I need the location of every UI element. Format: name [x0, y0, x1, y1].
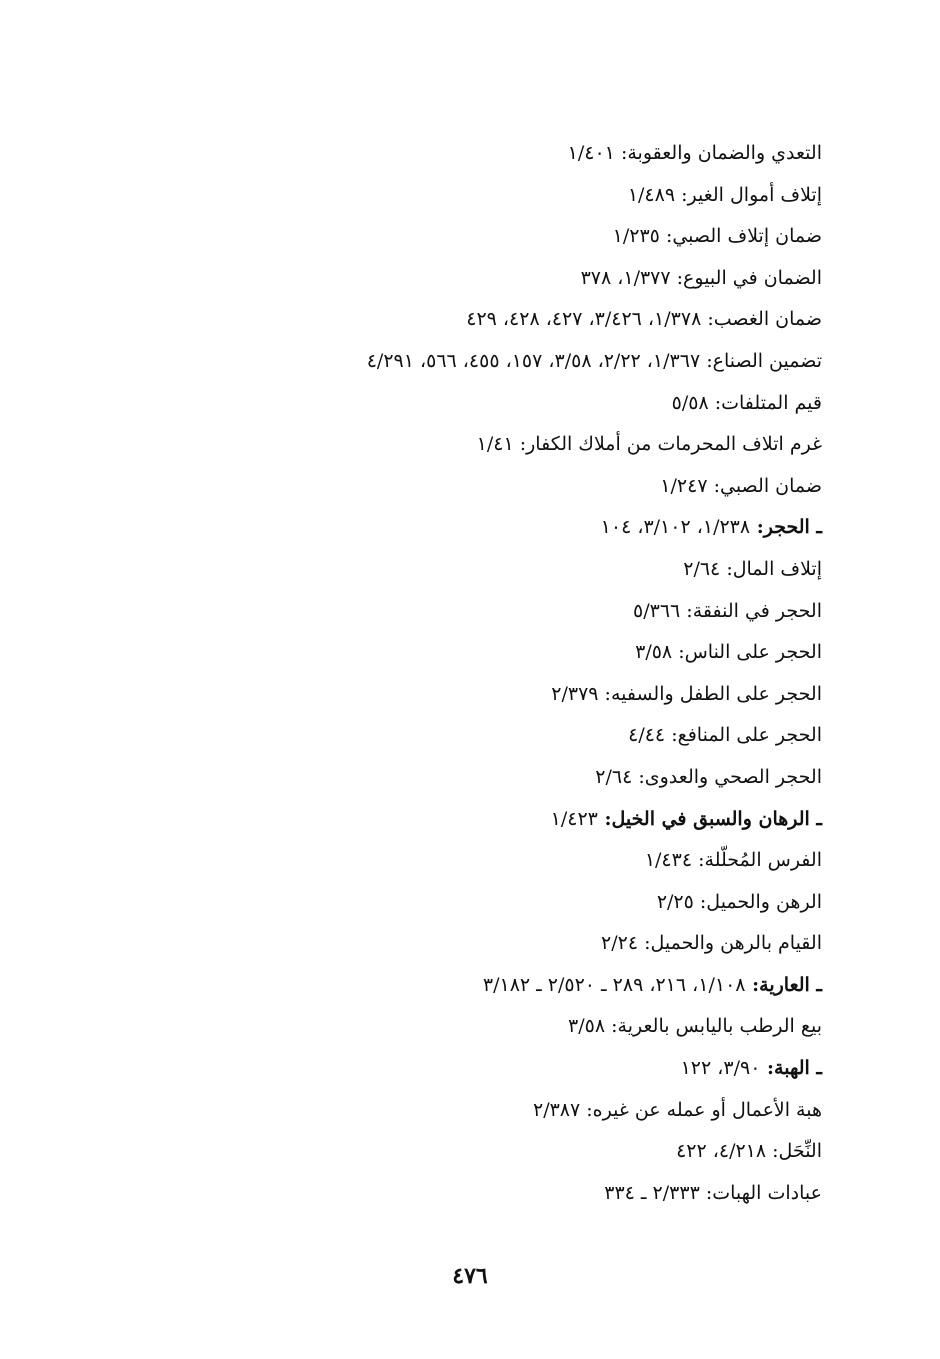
entry-references: ١/١٠٨، ٢١٦، ٢٨٩ ـ ٢/٥٢٠ ـ ٣/١٨٢	[482, 973, 746, 996]
index-entry	[102, 1131, 822, 1173]
entry-term: ـ الرهان والسبق في الخيل:	[604, 807, 822, 830]
index-entry	[102, 674, 822, 716]
entry-references: ٢/٢٥	[656, 890, 694, 913]
entry-references: ١/٤٠١	[567, 142, 615, 164]
entry-term: التعدي والضمان والعقوبة:	[620, 142, 822, 164]
index-entry	[102, 1006, 822, 1048]
entry-references: ١/٣٦٧، ٢/٢٢، ٣/٥٨، ١٥٧، ٤٥٥، ٥٦٦، ٤/٢٩١	[366, 349, 701, 372]
index-entry	[102, 175, 822, 217]
index-heading-entry	[102, 799, 822, 841]
entry-references: ١/٤٨٩	[627, 183, 676, 206]
entry-term: النِّحَل:	[772, 1140, 822, 1163]
entry-term: ـ العارية:	[752, 973, 822, 996]
entry-term: ضمان إتلاف الصبي:	[665, 225, 822, 248]
entry-references: ١/٢٣٥	[612, 225, 660, 248]
entry-references: ٤/٢١٨، ٤٢٢	[676, 1140, 767, 1163]
entry-term: هبة الأعمال أو عمله عن غيره:	[586, 1098, 822, 1121]
index-entry	[102, 258, 822, 300]
entry-term: القيام بالرهن والحميل:	[644, 932, 822, 955]
entry-term: ضمان الصبي:	[713, 474, 822, 497]
index-entry	[102, 341, 822, 383]
entry-term: تضمين الصناع:	[706, 349, 822, 372]
entry-term: الحجر في النفقة:	[686, 599, 822, 622]
entry-term: الضمان في البيوع:	[676, 266, 822, 289]
entry-term: قيم المتلفات:	[714, 391, 822, 414]
entry-term: الحجر على الناس:	[678, 641, 822, 664]
index-heading-entry	[102, 507, 822, 549]
entry-references: ١/٣٧٨، ٣/٤٢٦، ٤٢٧، ٤٢٨، ٤٢٩	[466, 308, 702, 331]
entry-references: ١/٤٣٤	[644, 849, 693, 872]
entry-references: ٢/٣٨٧	[532, 1098, 581, 1121]
entry-term: بيع الرطب باليابس بالعرية:	[611, 1015, 822, 1038]
index-entry	[102, 299, 822, 341]
entry-term: إتلاف المال:	[726, 557, 822, 580]
index-entry	[102, 133, 822, 175]
entry-references: ٢/٣٣٣ ـ ٣٣٤	[604, 1181, 700, 1204]
entry-references: ١/٢٣٨، ٣/١٠٢، ١٠٤	[600, 516, 751, 539]
index-entry	[102, 216, 822, 258]
entry-references: ٣/٥٨	[568, 1015, 606, 1038]
index-entry	[102, 840, 822, 882]
entry-references: ٢/٣٧٩	[551, 682, 599, 705]
index-entry-list	[102, 133, 822, 1214]
entry-references: ٥/٣٦٦	[633, 599, 681, 622]
index-entry	[102, 424, 822, 466]
entry-term: عبادات الهبات:	[705, 1181, 822, 1204]
index-entry	[102, 715, 822, 757]
index-heading-entry	[102, 1048, 822, 1090]
entry-references: ١/٤٢٣	[550, 807, 598, 830]
index-entry	[102, 466, 822, 508]
entry-references: ٣/٩٠، ١٢٢	[680, 1057, 761, 1080]
entry-references: ٥/٥٨	[671, 391, 709, 414]
entry-references: ١/٣٧٧، ٣٧٨	[580, 266, 671, 289]
entry-term: الحجر على الطفل والسفيه:	[604, 682, 822, 705]
index-entry	[102, 549, 822, 591]
entry-term: الحجر على المنافع:	[671, 724, 822, 747]
page-number: ٤٧٦	[452, 1263, 488, 1289]
entry-references: ٢/٢٤	[601, 932, 639, 955]
entry-term: ـ الهبة:	[767, 1057, 822, 1080]
entry-term: الفرس المُحلّلة:	[698, 849, 822, 872]
entry-term: ـ الحجر:	[756, 516, 822, 539]
index-entry	[102, 383, 822, 425]
entry-references: ٣/٥٨	[635, 641, 673, 664]
entry-references: ٢/٦٤	[683, 557, 721, 580]
index-entry	[102, 632, 822, 674]
index-entry	[102, 923, 822, 965]
entry-references: ١/٤١	[476, 433, 514, 456]
entry-references: ٢/٦٤	[595, 765, 633, 788]
entry-term: ضمان الغصب:	[707, 308, 822, 331]
index-heading-entry	[102, 965, 822, 1007]
entry-references: ٤/٤٤	[628, 724, 666, 747]
entry-term: غرم اتلاف المحرمات من أملاك الكفار:	[519, 433, 822, 456]
index-entry	[102, 757, 822, 799]
index-entry	[102, 882, 822, 924]
index-entry	[102, 591, 822, 633]
entry-term: إتلاف أموال الغير:	[681, 183, 822, 206]
index-entry	[102, 1173, 822, 1215]
entry-term: الحجر الصحي والعدوى:	[638, 765, 822, 788]
entry-references: ١/٢٤٧	[660, 474, 708, 497]
entry-term: الرهن والحميل:	[699, 890, 822, 913]
index-entry	[102, 1090, 822, 1132]
